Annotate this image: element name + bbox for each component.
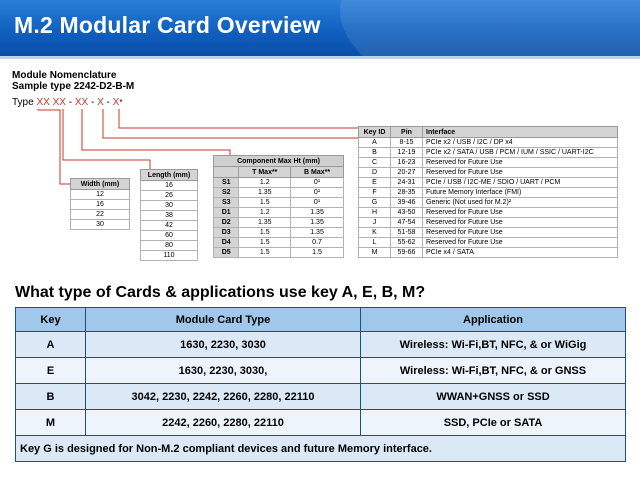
table-row: D2 1.35 1.35 <box>214 218 344 228</box>
page-title: M.2 Modular Card Overview <box>14 12 321 38</box>
table-note-row <box>16 436 626 462</box>
table-row: 42 <box>141 221 198 231</box>
table-row: D5 1.5 1.5 <box>214 248 344 258</box>
table-row: F 28-35 Future Memory Interface (FMI) <box>359 188 618 198</box>
table-row: C 16-23 Reserved for Future Use <box>359 158 618 168</box>
table-row: A 8-15 PCIe x2 / USB / I2C / DP x4 <box>359 138 618 148</box>
connector-key2 <box>119 109 358 128</box>
table-row: D 20-27 Reserved for Future Use <box>359 168 618 178</box>
table-row: M 2242, 2260, 2280, 22110 SSD, PCIe or SATA <box>16 410 626 436</box>
type-separator: - <box>90 97 95 108</box>
width-table <box>70 178 130 230</box>
connector-component <box>82 109 230 156</box>
table-row: M 59-66 PCIe x4 / SATA <box>359 248 618 258</box>
b-max-header: B Max** <box>291 167 344 178</box>
component-height-table <box>213 155 344 258</box>
length-header: Length (mm) <box>141 170 198 181</box>
table-row: E 1630, 2230, 3030, Wireless: Wi-Fi,BT, NFC, & or GNSS <box>16 358 626 384</box>
type-separator: - <box>68 97 73 108</box>
t-max-header: T Max** <box>239 167 291 178</box>
table-row: 30 <box>71 220 130 230</box>
table-row: A 1630, 2230, 3030 Wireless: Wi-Fi,BT, NFC, & or WiGig <box>16 332 626 358</box>
table-row: K 51-58 Reserved for Future Use <box>359 228 618 238</box>
table-row: 110 <box>141 251 198 261</box>
table-row: 60 <box>141 231 198 241</box>
table-row: S1 1.2 0¹ <box>214 178 344 188</box>
table-row: D4 1.5 0.7 <box>214 238 344 248</box>
type-part-component: XX <box>74 97 89 108</box>
section-question: What type of Cards & applications use key A, E, B, M? <box>15 284 426 301</box>
type-prefix: Type <box>12 97 34 108</box>
table-row: 22 <box>71 210 130 220</box>
table-row: S3 1.5 0¹ <box>214 198 344 208</box>
connector-key1 <box>103 109 358 138</box>
width-header: Width (mm) <box>71 179 130 190</box>
key-id-header: Key ID <box>359 127 391 138</box>
type-star: * <box>119 98 123 107</box>
key-column-header: Key <box>16 308 86 332</box>
component-caption: Component Max Ht (mm) <box>214 156 344 167</box>
type-separator: - <box>106 97 110 108</box>
table-row: J 47-54 Reserved for Future Use <box>359 218 618 228</box>
pin-header: Pin <box>391 127 423 138</box>
nomenclature-title: Module Nomenclature <box>12 70 117 81</box>
table-row: L 55-62 Reserved for Future Use <box>359 238 618 248</box>
nomenclature-sample: Sample type 2242-D2-B-M <box>12 81 135 92</box>
table-row: S2 1.35 0¹ <box>214 188 344 198</box>
key-g-note: Key G is designed for Non-M.2 compliant devices and future Memory interface. <box>16 436 626 462</box>
table-row: B 12-19 PCIe x2 / SATA / USB / PCM / IUM / SSIC / UART-I2C <box>359 148 618 158</box>
card-applications-table <box>15 307 626 462</box>
table-row: D3 1.5 1.35 <box>214 228 344 238</box>
table-row: 30 <box>141 201 198 211</box>
table-row: H 43-50 Reserved for Future Use <box>359 208 618 218</box>
application-header: Application <box>361 308 626 332</box>
connector-length <box>63 109 150 169</box>
key-id-table <box>358 126 618 258</box>
table-row: 80 <box>141 241 198 251</box>
table-row: B 3042, 2230, 2242, 2260, 2280, 22110 WWAN+GNSS or SSD <box>16 384 626 410</box>
table-row: 38 <box>141 211 198 221</box>
length-table <box>140 169 198 261</box>
table-row: 16 <box>71 200 130 210</box>
table-row: 26 <box>141 191 198 201</box>
table-row: 12 <box>71 190 130 200</box>
type-part-width: XX <box>36 97 50 108</box>
type-part-key2: X <box>112 97 120 108</box>
table-row: G 39-46 Generic (Not used for M.2)² <box>359 198 618 208</box>
module-card-type-header: Module Card Type <box>86 308 361 332</box>
table-row: 16 <box>141 181 198 191</box>
connector-width <box>38 109 70 184</box>
interface-header: Interface <box>423 127 618 138</box>
table-row: D1 1.2 1.35 <box>214 208 344 218</box>
type-part-length: XX <box>52 97 66 108</box>
table-row: E 24-31 PCIe / USB / I2C-ME / SDIO / UART / PCM <box>359 178 618 188</box>
type-part-key1: X <box>97 97 104 108</box>
